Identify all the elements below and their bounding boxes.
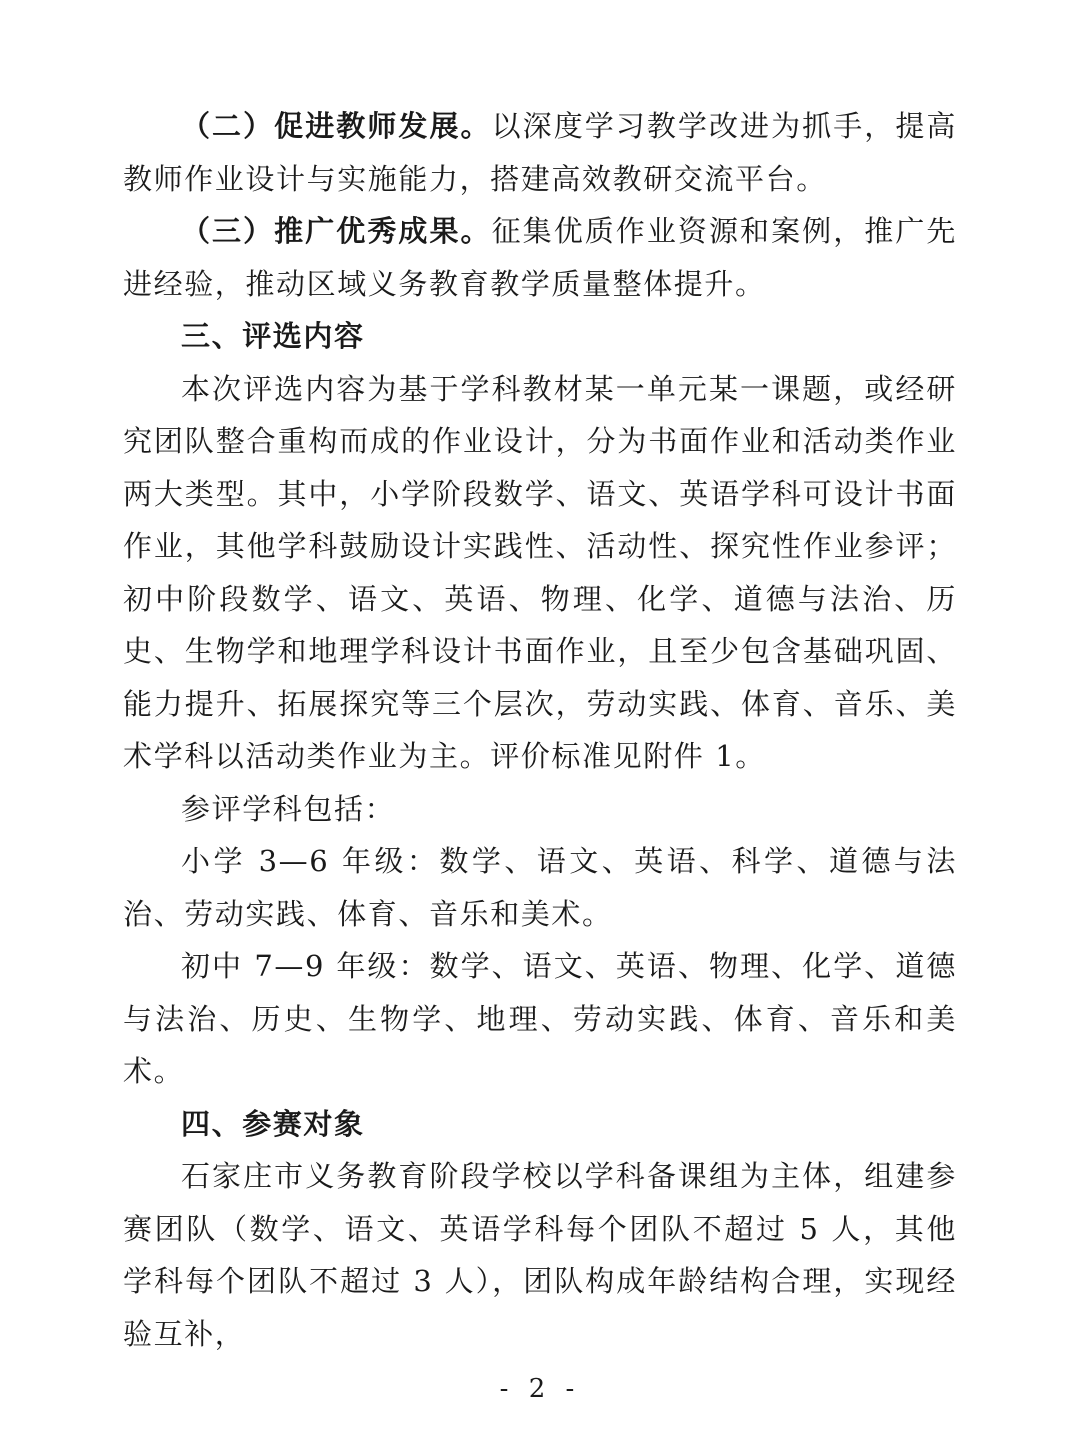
page-number: - 2 - <box>499 1374 581 1404</box>
item-2-lead: （二）促进教师发展。 <box>181 109 492 143</box>
section-heading-4: 四、参赛对象 <box>181 1106 365 1141</box>
item-3-lead: （三）推广优秀成果。 <box>181 214 492 248</box>
subjects-intro: 参评学科包括： <box>181 791 396 826</box>
item-3-text: 征集优质作业资源和案例，推广先进经验，推动区域义务教育教学质量整体提升。 <box>123 214 957 301</box>
item-2-text: 以深度学习教学改进为抓手，提高教师作业设计与实施能力，搭建高效教研交流平台。 <box>123 109 957 196</box>
junior-subjects: 初中 7—9 年级：数学、语文、英语、物理、化学、道德与法治、历史、生物学、地理、劳动实践、体育、音乐和美术。 <box>123 949 957 1088</box>
primary-subjects: 小学 3—6 年级：数学、语文、英语、科学、道德与法治、劳动实践、体育、音乐和美术。 <box>123 844 957 931</box>
content-paragraph: 本次评选内容为基于学科教材某一单元某一课题，或经研究团队整合重构而成的作业设计，分为书面作业和活动类作业两大类型。其中，小学阶段数学、语文、英语学科可设计书面作业，其他学科鼓励设计实践性、活动性、探究性作业参评；初中阶段数学、语文、英语、物理、化学、道德与法治、历史、生物学和地理学科设计书面作业，且至少包含基础巩固、能力提升、拓展探究等三个层次，劳动实践、体育、音乐、美术学科以活动类作业为主。评价标准见附件 1。 <box>123 371 957 773</box>
participants-paragraph: 石家庄市义务教育阶段学校以学科备课组为主体，组建参赛团队（数学、语文、英语学科每个团队不超过 5 人，其他学科每个团队不超过 3 人），团队构成年龄结构合理，实现经验互补， <box>123 1159 957 1351</box>
paragraph-item-2 <box>123 100 957 205</box>
paragraph-item-3 <box>123 205 957 310</box>
section-heading-3: 三、评选内容 <box>181 319 365 353</box>
document-body <box>123 100 957 1360</box>
